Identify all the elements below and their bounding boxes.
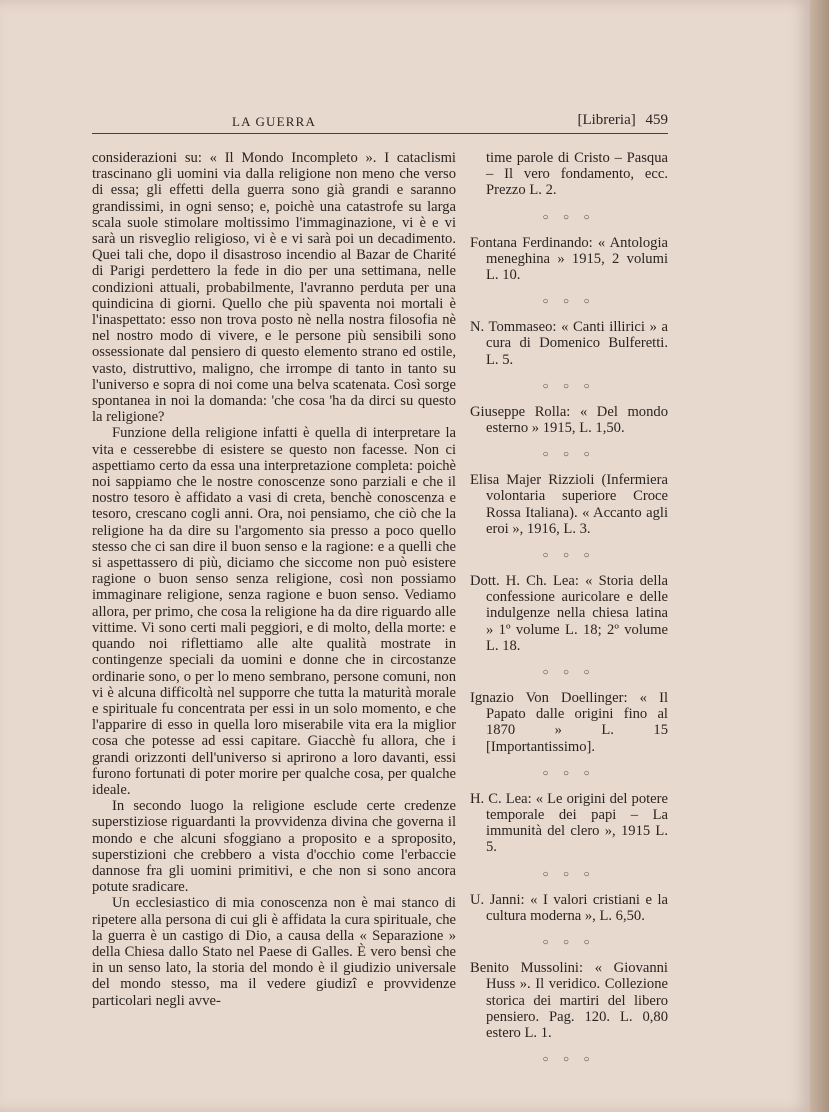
page-number: 459: [645, 112, 668, 128]
separator-ornament: ○ ○ ○: [542, 767, 596, 779]
listing-entry: Benito Mussolini: « Giovanni Huss ». Il veridico. Collezione storica dei martiri del libero pensiero. Pag. 120. L. 0,80 estero L. 1.: [470, 960, 668, 1041]
separator-ornament: ○ ○ ○: [542, 449, 596, 461]
listing-entry: Elisa Majer Rizzioli (Infermiera volontaria superiore Croce Rossa Italiana). « Accanto agli eroi », 1916, L. 3.: [470, 472, 668, 537]
listing-entry: N. Tommaseo: « Canti illirici » a cura di Domenico Bulferetti. L. 5.: [470, 319, 668, 368]
right-column: [470, 150, 668, 1077]
page-edge: [810, 0, 829, 1112]
listing-entry: Dott. H. Ch. Lea: « Storia della confessione auricolare e delle indulgenze nella chiesa latina » 1º volume L. 18; 2º volume L. 18.: [470, 573, 668, 654]
separator-ornament: ○ ○ ○: [542, 868, 596, 880]
separator-ornament: ○ ○ ○: [542, 1054, 596, 1066]
running-title: LA GUERRA: [232, 114, 317, 129]
header-rule: [92, 133, 668, 134]
separator-ornament: ○ ○ ○: [542, 937, 596, 949]
separator-ornament: ○ ○ ○: [542, 667, 596, 679]
listing-entry: H. C. Lea: « Le origini del potere temporale dei papi – La immunità del clero », 1915 L. 5.: [470, 790, 668, 856]
listing-entry: Fontana Ferdinando: « Antologia meneghina » 1915, 2 volumi L. 10.: [470, 234, 668, 284]
paragraph-3: In secondo luogo la religione esclude certe credenze superstiziose riguardanti la provvidenza divina che governa il mondo e che alcuni sfoggiano a proposito e a sproposito, superstizioni che crebbero a vista d'occhio come l'erbaccie dannose fra gli uomini primitivi, e che non si sono ancora potute sradicare.: [92, 798, 456, 896]
separator-ornament: ○ ○ ○: [542, 211, 596, 223]
section-label: [Libreria]: [577, 112, 636, 128]
paragraph-2: Funzione della religione infatti è quella di interpretare la vita e cesserebbe di esistere se questo non facesse. Non ci aspettiamo certo da essa una interpretazione completa: poichè noi sappiamo che le nostre conoscenze sono parziali e che il nostro tesoro è affidato a vasi di creta, benchè conoscenza e tesoro, crescano cogli anni. Ora, noi pensiamo, che ciò che la religione ha da dire su l'argomento sia presso a poco quello stesso che ci san dire il buon senso e la ragione: e a quelli che si aspettassero di più, diciamo che siccome non può esistere ragione o buon senso senza religione, così non possiamo immaginare religione, senza ragione e buon senso. Vediamo allora, per primo, che cosa la religione ha da dire riguardo alle vittime. Vi sono certi mali peggiori, e di molto, della morte: e quando noi riflettiamo alle alte qualità mostrate in contingenze speciali da uomini e donne che in circostanze ordinarie sono, o per lo meno sembrano, persone comuni, non vi è alcuna difficoltà nel supporre che tutta la maturità morale e spirituale fu concentrata per essi in un solo momento, e che l'apparire di esso in quella loro miserabile vita era la miglior cosa che potesse ad essi capitare. Giacchè fu allora, che i grandi orizzonti dell'universo si aprirono a loro davanti, essi furono fortunati di poter morire per qualche cosa, per qualche ideale.: [92, 425, 456, 798]
separator-ornament: ○ ○ ○: [542, 296, 596, 308]
paragraph-4: Un ecclesiastico di mia conoscenza non è mai stanco di ripetere alla persona di cui gli è affidata la cura spirituale, che la guerra è un castigo di Dio, a causa della « Separazione » della Chiesa dallo Stato nel Paese di Galles. È vero bensì che in un senso lato, la storia del mondo è il giudizio universale del mondo stesso, ma il vedere giudizî e provvidenze particolari negli avve-: [92, 895, 456, 1009]
separator-ornament: ○ ○ ○: [542, 550, 596, 562]
left-column: [92, 150, 456, 1009]
listing-entry: Giuseppe Rolla: « Del mondo esterno » 1915, L. 1,50.: [470, 403, 668, 437]
listing-continuation: time parole di Cristo – Pasqua – Il vero fondamento, ecc. Prezzo L. 2.: [486, 150, 668, 199]
paragraph-1: considerazioni su: « Il Mondo Incompleto ». I cataclismi trascinano gli uomini via dalla religione non meno che verso di essa; gli effetti della guerra sono già grandi e saranno grandissimi, in ogni senso; e, poichè una catastrofe su larga scala suole stimolare moltissimo l'immaginazione, vi è e vi sarà un risveglio religioso, vi è e vi sarà poi un decadimento. Quei tali che, dopo il disastroso incendio al Bazar de Charité di Parigi perdettero la fede in dio per una settimana, nelle condizioni attuali, probabilmente, l'avranno perduta per una quindicina di giorni. Quello che più spaventa noi mortali è l'inaspettato: esso non trova posto nè nella nostra filosofia nè nel nostro modo di vivere, e le persone più sensibili sono ossessionate dal pensiero di questo elemento strano ed ostile, vasto, distruttivo, maligno, che irrompe di tanto in tanto su l'universo e sopra di noi come una belva scatenata. Così sorge spontanea in noi la domanda: 'che cosa 'ha da dirci su questo la religione?: [92, 150, 456, 426]
listing-entry: U. Janni: « I valori cristiani e la cultura moderna », L. 6,50.: [470, 891, 668, 924]
separator-ornament: ○ ○ ○: [542, 380, 596, 392]
listing-entry: Ignazio Von Doellinger: « Il Papato dalle origini fino al 1870 » L. 15 [Importantissimo].: [470, 690, 668, 755]
running-header: [92, 112, 668, 134]
